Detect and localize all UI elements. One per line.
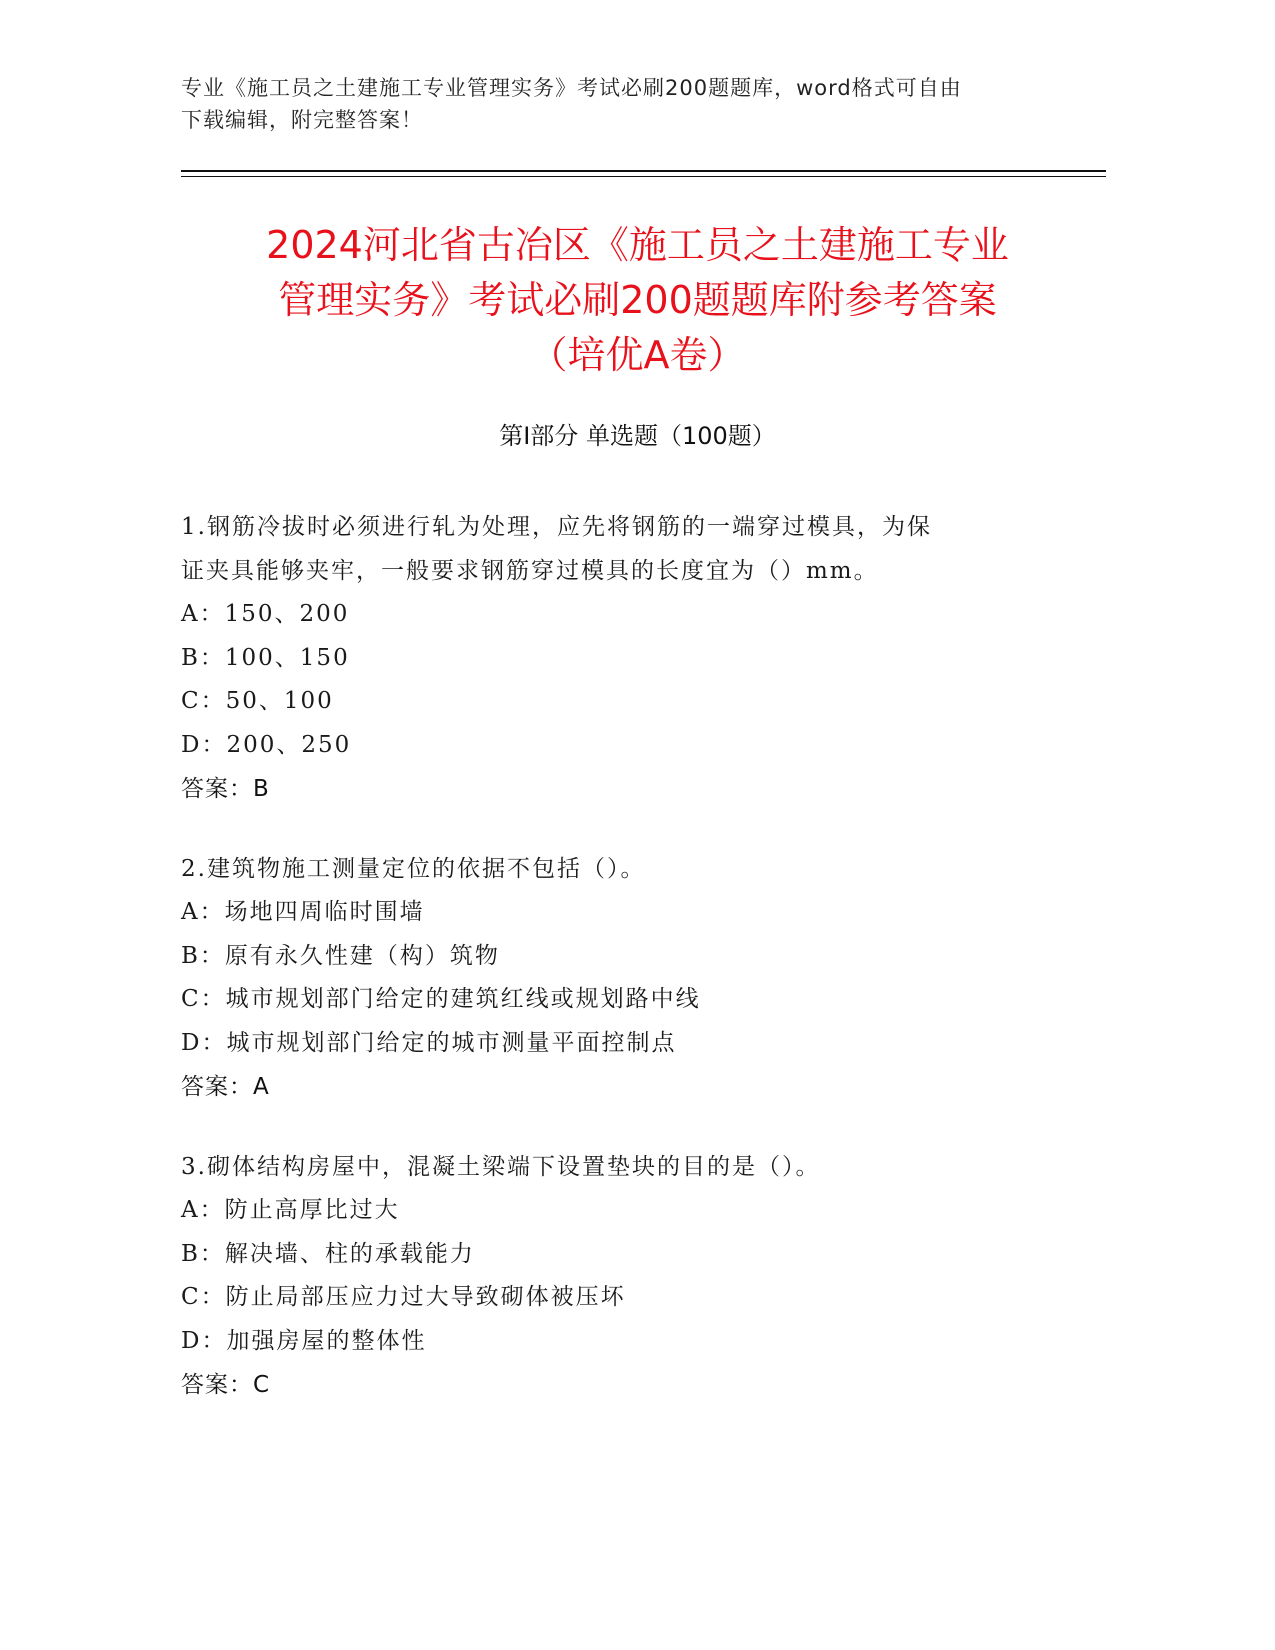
question-stem xyxy=(181,1145,1041,1189)
header-rule-thick xyxy=(181,170,1106,172)
question-stem-line: 证夹具能够夹牢，一般要求钢筋穿过模具的长度宜为（）mm。 xyxy=(181,558,879,584)
question-stem-line: 1.钢筋冷拔时必须进行轧为处理，应先将钢筋的一端穿过模具，为保 xyxy=(181,514,932,540)
title-line-2: 管理实务》考试必刷200题题库附参考答案 xyxy=(278,278,997,322)
option-c: C：城市规划部门给定的建筑红线或规划路中线 xyxy=(181,986,701,1012)
question-2 xyxy=(181,847,1041,1109)
question-list xyxy=(181,505,1041,1443)
option-d: D：城市规划部门给定的城市测量平面控制点 xyxy=(181,1029,677,1056)
title-line-3: （培优A卷） xyxy=(529,333,746,377)
answer: 答案：B xyxy=(181,776,270,802)
option-b: B：100、150 xyxy=(181,644,350,671)
question-stem-line: 2.建筑物施工测量定位的依据不包括（）。 xyxy=(181,856,646,882)
question-1 xyxy=(181,505,1041,811)
option-a: A：场地四周临时围墙 xyxy=(181,899,425,925)
header-note-line-1: 专业《施工员之土建施工专业管理实务》考试必刷200题题库，word格式可自由 xyxy=(181,76,962,100)
option-a: A：防止高厚比过大 xyxy=(181,1197,400,1223)
answer: 答案：C xyxy=(181,1372,271,1398)
header-note-line-2: 下载编辑，附完整答案！ xyxy=(181,108,423,132)
option-c: C：50、100 xyxy=(181,688,334,714)
document-title xyxy=(150,218,1125,383)
title-line-1: 2024河北省古冶区《施工员之土建施工专业 xyxy=(266,223,1009,267)
header-note xyxy=(181,72,1041,136)
question-stem xyxy=(181,505,1041,593)
option-d: D：200、250 xyxy=(181,731,352,758)
option-a: A：150、200 xyxy=(181,601,350,627)
question-3 xyxy=(181,1145,1041,1407)
question-stem xyxy=(181,847,1041,891)
option-d: D：加强房屋的整体性 xyxy=(181,1327,427,1354)
header-rule-thin xyxy=(181,176,1106,177)
section-title: 第Ⅰ部分 单选题（100题） xyxy=(499,422,776,450)
option-b: B：解决墙、柱的承载能力 xyxy=(181,1240,475,1267)
option-b: B：原有永久性建（构）筑物 xyxy=(181,942,500,969)
answer: 答案：A xyxy=(181,1074,270,1100)
question-stem-line: 3.砌体结构房屋中，混凝土梁端下设置垫块的目的是（）。 xyxy=(181,1154,821,1180)
option-c: C：防止局部压应力过大导致砌体被压坏 xyxy=(181,1284,626,1310)
